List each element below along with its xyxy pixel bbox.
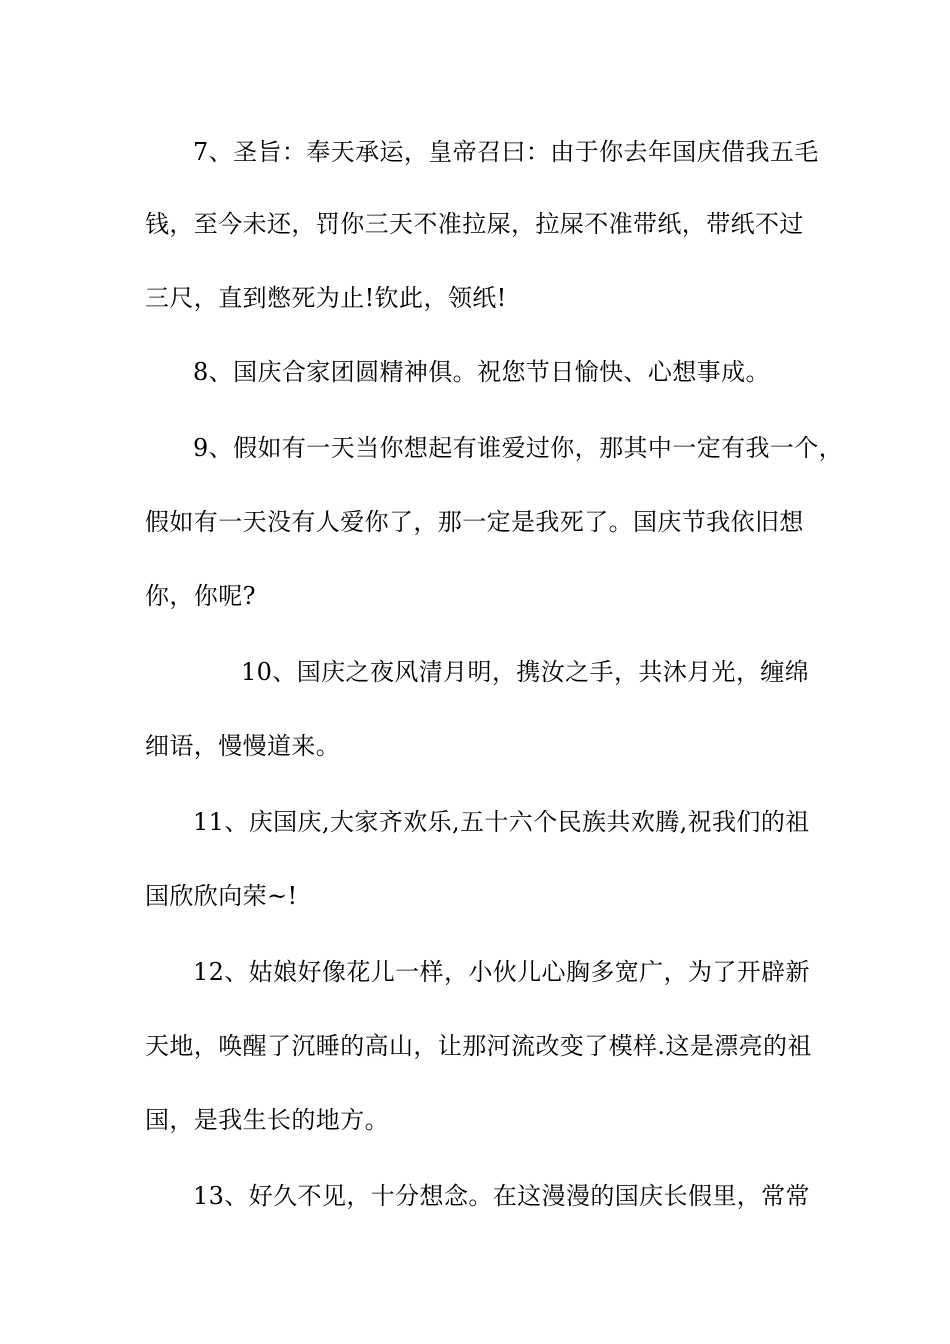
text-line: 12、姑娘好像花儿一样，小伙儿心胸多宽广，为了开辟新 — [193, 958, 810, 986]
text-line: 钱，至今未还，罚你三天不准拉屎，拉屎不准带纸，带纸不过 — [145, 210, 804, 238]
text-line: 7、圣旨：奉天承运，皇帝召曰：由于你去年国庆借我五毛 — [193, 138, 819, 166]
text-line: 三尺，直到憋死为止!钦此，领纸! — [145, 284, 507, 312]
text-line: 10、国庆之夜风清月明，携汝之手，共沐月光，缠绵 — [241, 658, 810, 686]
text-line: 8、国庆合家团圆精神俱。祝您节日愉快、心想事成。 — [193, 358, 770, 386]
text-line: 假如有一天没有人爱你了，那一定是我死了。国庆节我依旧想 — [145, 508, 804, 536]
text-line: 13、好久不见，十分想念。在这漫漫的国庆长假里，常常 — [193, 1182, 810, 1210]
text-line: 11、庆国庆,大家齐欢乐,五十六个民族共欢腾,祝我们的祖 — [193, 808, 810, 836]
text-line: 国，是我生长的地方。 — [145, 1106, 389, 1134]
text-line: 你，你呢? — [145, 582, 256, 610]
text-line: 细语，慢慢道来。 — [145, 732, 341, 760]
text-line: 9、假如有一天当你想起有谁爱过你，那其中一定有我一个， — [193, 434, 844, 462]
text-line: 国欣欣向荣~! — [145, 882, 298, 910]
text-line: 天地，唤醒了沉睡的高山，让那河流改变了模样.这是漂亮的祖 — [145, 1032, 812, 1060]
